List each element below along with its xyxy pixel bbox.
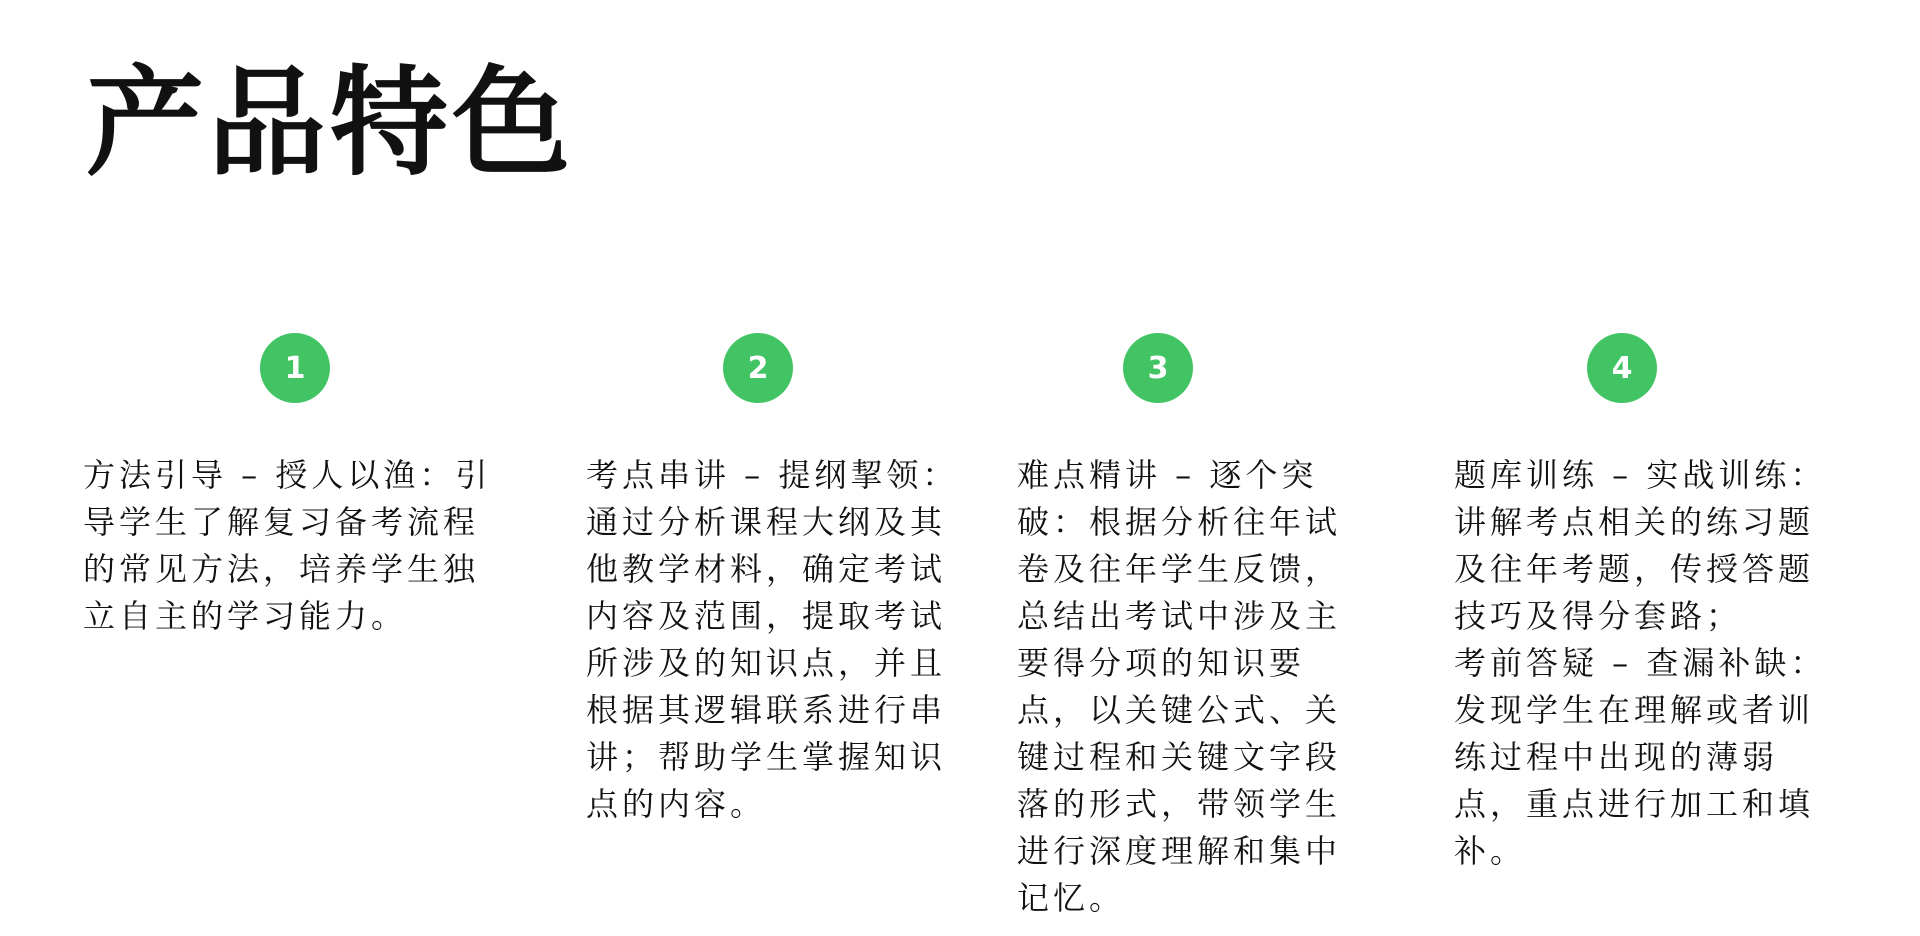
feature-description-1 (83, 452, 493, 640)
feature-paragraph: 题库训练 – 实战训练：讲解考点相关的练习题及往年考题，传授答题技巧及得分套路； (1454, 456, 1827, 635)
feature-paragraph: 难点精讲 – 逐个突破：根据分析往年试卷及往年学生反馈，总结出考试中涉及主要得分项的知识要点，以关键公式、关键过程和关键文字段落的形式，带领学生进行深度理解和集中记忆。 (1017, 456, 1342, 917)
number-badge-1: 1 (260, 333, 330, 403)
feature-description-4 (1454, 452, 1834, 875)
number-badge-2: 2 (723, 333, 793, 403)
feature-paragraph: 考前答疑 – 查漏补缺：发现学生在理解或者训练过程中出现的薄弱点，重点进行加工和填补。 (1454, 644, 1827, 870)
number-badge-3: 3 (1123, 333, 1193, 403)
feature-description-2 (586, 452, 962, 828)
feature-description-3 (1017, 452, 1367, 922)
number-badge-4: 4 (1587, 333, 1657, 403)
page-title: 产品特色 (86, 53, 575, 192)
feature-paragraph: 方法引导 – 授人以渔：引导学生了解复习备考流程的常见方法，培养学生独立自主的学习能力。 (83, 456, 492, 635)
feature-paragraph: 考点串讲 – 提纲挈领：通过分析课程大纲及其他教学材料，确定考试内容及范围，提取考试所涉及的知识点，并且根据其逻辑联系进行串讲；帮助学生掌握知识点的内容。 (586, 456, 959, 823)
